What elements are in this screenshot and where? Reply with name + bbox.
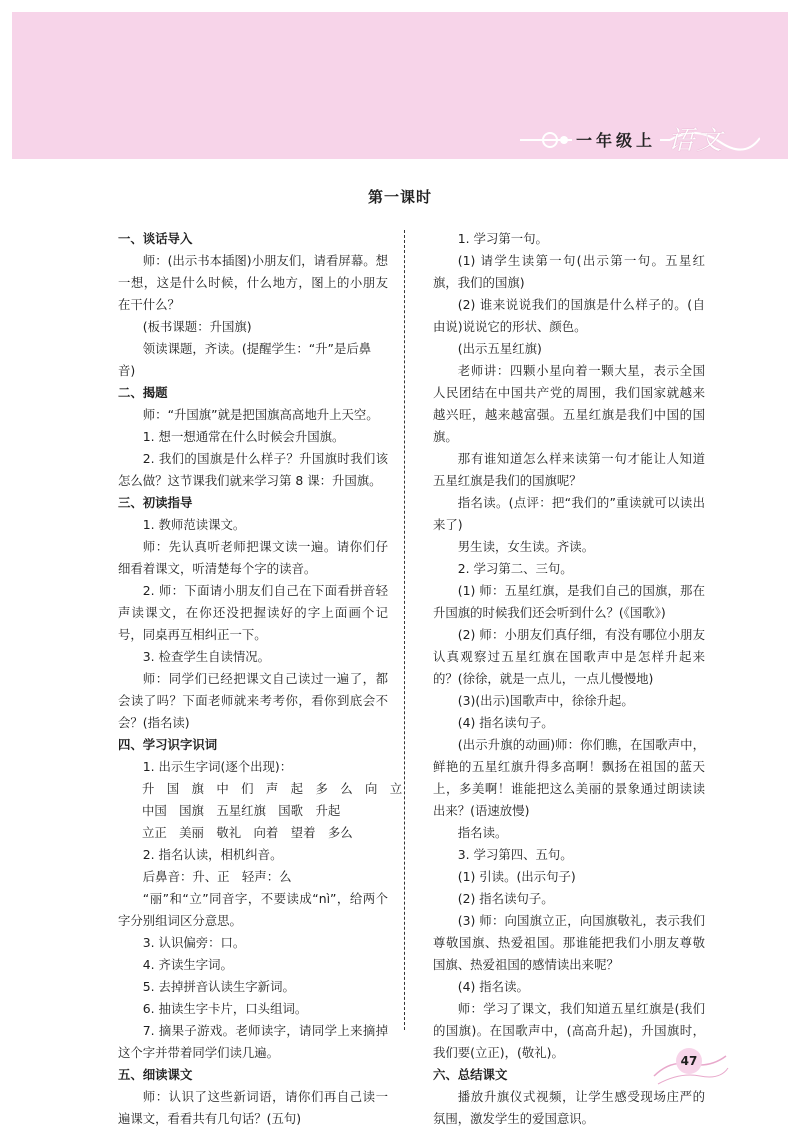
paragraph: 师：“升国旗”就是把国旗高高地升上天空。 [142,407,379,422]
paragraph: 师：认识了这些新词语，请你们再自己读一遍课文，看看共有几句话？(五句) [118,1089,388,1126]
paragraph: 1. 出示生字词(逐个出现)： [142,759,293,774]
paragraph: (2) 谁来说说我们的国旗是什么样子的。(自由说)说说它的形状、颜色。 [433,297,705,334]
paragraph: 3. 认识偏旁：口。 [142,935,246,950]
section-heading: 一、谈话导入 [118,231,193,246]
subject-label: 语文 [668,126,725,156]
paragraph: 指名读。 [457,825,508,840]
paragraph: (1) 请学生读第一句(出示第一句。五星红旗，我们的国旗) [433,253,705,290]
left-column [118,228,403,1130]
paragraph: 2. 学习第二、三句。 [457,561,573,576]
paragraph: (3)(出示)国歌声中，徐徐升起。 [457,693,634,708]
page-number: 47 [676,1048,702,1074]
paragraph: 指名读。(点评：把“我们的”重读就可以读出来了) [433,495,705,532]
lesson-title: 第一课时 [367,188,432,206]
paragraph: 男生读，女生读。齐读。 [457,539,595,554]
paragraph: (2) 指名读句子。 [457,891,554,906]
paragraph: (1) 引读。(出示句子) [457,869,576,884]
section-heading: 三、初读指导 [118,495,193,510]
grade-decoration [520,120,760,160]
paragraph: (2) 师：小朋友们真仔细，有没有哪位小朋友认真观察过五星红旗在国歌声中是怎样升起来的？(徐徐，就是一点儿，一点儿慢慢地) [433,627,705,686]
section-heading: 二、揭题 [118,385,168,400]
paragraph: (板书课题：升国旗) [142,319,252,334]
paragraph: (出示升旗的动画)师：你们瞧，在国歌声中，鲜艳的五星红旗升得多高啊！飘扬在祖国的蓝天上，多美啊！谁能把这么美丽的景象通过朗读读出来？(语速放慢) [433,737,705,818]
vocab-row: 立正 美丽 敬礼 向着 望着 多么 [142,825,353,840]
paragraph: 2. 师：下面请小朋友们自己在下面看拼音轻声读课文，在你还没把握读好的字上面画个记号，同桌再互相纠正一下。 [118,583,388,642]
paragraph: 4. 齐读生字词。 [142,957,233,972]
paragraph: “丽”和“立”同音字，不要读成“nì”，给两个字分别组词区分意思。 [118,891,388,928]
paragraph: 1. 想一想通常在什么时候会升国旗。 [142,429,345,444]
paragraph: (3) 师：向国旗立正，向国旗敬礼，表示我们尊敬国旗、热爱祖国。那谁能把我们小朋友尊敬国旗、热爱祖国的感情读出来呢？ [433,913,705,972]
section-heading: 五、细读课文 [118,1067,193,1082]
paragraph: 那有谁知道怎么样来读第一句才能让人知道五星红旗是我们的国旗呢？ [433,451,705,488]
paragraph: (出示五星红旗) [457,341,542,356]
grade-label: 一年级上 [572,128,660,151]
paragraph: 播放升旗仪式视频，让学生感受现场庄严的氛围，激发学生的爱国意识。 [433,1089,705,1126]
column-divider [404,230,405,1030]
vocab-row: 升 国 旗 中 们 声 起 多 么 向 立 [142,781,403,796]
paragraph: (1) 师：五星红旗，是我们自己的国旗，那在升国旗的时候我们还会听到什么？(《国歌》) [433,583,705,620]
paragraph: 师：先认真听老师把课文读一遍。请你们仔细看着课文，听清楚每个字的读音。 [118,539,388,576]
vocab-row: 中国 国旗 五星红旗 国歌 升起 [142,803,341,818]
paragraph: 7. 摘果子游戏。老师读字，请同学上来摘掉这个字并带着同学们读几遍。 [118,1023,388,1060]
paragraph: 2. 指名认读，相机纠音。 [142,847,283,862]
paragraph: 3. 学习第四、五句。 [457,847,573,862]
paragraph: 老师讲：四颗小星向着一颗大星，表示全国人民团结在中国共产党的周围，我们国家就越来越兴旺，越来越富强。五星红旗是我们中国的国旗。 [433,363,705,444]
section-heading: 四、学习识字识词 [118,737,218,752]
paragraph: 后鼻音：升、正 轻声：么 [142,869,292,884]
paragraph: 1. 学习第一句。 [457,231,548,246]
section-heading: 六、总结课文 [433,1067,508,1082]
paragraph: 师：学习了课文，我们知道五星红旗是(我们的国旗)。在国歌声中，(高高升起)，升国旗时，我们要(立正)，(敬礼)。 [433,1001,705,1060]
paragraph: (4) 指名读。 [457,979,529,994]
paragraph: 5. 去掉拼音认读生字新词。 [142,979,295,994]
paragraph: 2. 我们的国旗是什么样子？升国旗时我们该怎么做？这节课我们就来学习第 8 课：升国旗。 [118,451,388,488]
paragraph: 3. 检查学生自读情况。 [142,649,271,664]
paragraph: 师：同学们已经把课文自己读过一遍了，都会读了吗？下面老师就来考考你，看你到底会不会？(指名读) [118,671,388,730]
paragraph: 领读课题，齐读。(提醒学生：“升”是后鼻音) [118,341,372,378]
paragraph: (4) 指名读句子。 [457,715,554,730]
paragraph: 师：(出示书本插图)小朋友们，请看屏幕。想一想，这是什么时候，什么地方，图上的小朋友在干什么？ [118,253,388,312]
paragraph: 6. 抽读生字卡片，口头组词。 [142,1001,308,1016]
paragraph: 1. 教师范读课文。 [142,517,246,532]
right-column [433,228,705,1130]
